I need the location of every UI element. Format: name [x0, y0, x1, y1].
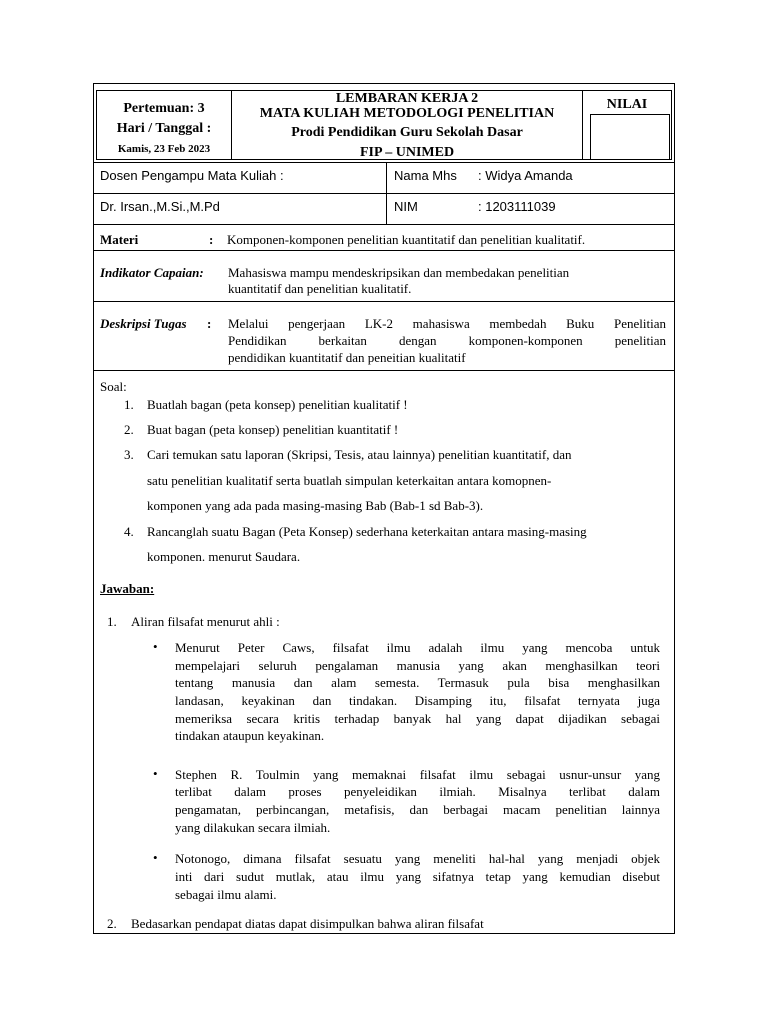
indikator-line-1: Mahasiswa mampu mendeskripsikan dan membedakan penelitian: [228, 265, 570, 280]
worksheet-title: LEMBARAN KERJA 2: [335, 91, 479, 106]
soal-text: komponen yang ada pada masing-masing Bab (Bab-1 sd Bab-3).: [147, 498, 484, 513]
bullet-line: inti dari sudut mutlak, atau ilmu yang sifatnya tetap yang kemudian disebut: [175, 869, 660, 884]
bullet-icon: •: [153, 766, 158, 781]
meeting-date: Kamis, 23 Feb 2023: [117, 143, 211, 155]
lecturer-label: Dosen Pengampu Mata Kuliah :: [100, 168, 284, 183]
title-cell: [232, 90, 582, 160]
meeting-info-cell: [96, 90, 232, 160]
program-title: Prodi Pendidikan Guru Sekolah Dasar: [291, 125, 523, 140]
grade-label: NILAI: [606, 97, 648, 112]
jawaban-number: 1.: [107, 614, 117, 629]
indikator-divider: [94, 301, 674, 302]
bullet-line: mempelajari seluruh pengalaman manusia yang akan menghasilkan teori: [175, 658, 660, 673]
soal-number: 3.: [124, 447, 134, 462]
jawaban-label: Jawaban:: [100, 581, 155, 596]
nim-label: NIM: [394, 199, 418, 214]
soal-text: komponen. menurut Saudara.: [147, 549, 301, 564]
bullet-line: Notonogo, dimana filsafat sesuatu yang meneliti hal-hal yang menjadi objek: [175, 851, 660, 866]
bullet-line: yang dilakukan secara ilmiah.: [175, 820, 331, 835]
soal-text: Rancanglah suatu Bagan (Peta Konsep) sederhana keterkaitan antara masing-masing: [147, 524, 587, 539]
deskripsi-divider: [94, 370, 674, 371]
bullet-line: pengamatan, perbincangan, metafisis, dan berbagai macam penelitian lainnya: [175, 802, 660, 817]
student-name-label: Nama Mhs: [394, 168, 457, 183]
day-date-label: Hari / Tanggal :: [116, 121, 212, 136]
bullet-line: sebagai ilmu alami.: [175, 887, 277, 902]
soal-number: 1.: [124, 397, 134, 412]
materi-label: Materi: [100, 232, 139, 247]
deskripsi-line-1: Melalui pengerjaan LK-2 mahasiswa membedah Buku Penelitian: [228, 316, 666, 331]
bullet-icon: •: [153, 850, 158, 865]
indikator-line-2: kuantitatif dan penelitian kualitatif.: [228, 281, 412, 296]
soal-text: Cari temukan satu laporan (Skripsi, Tesis, atau lainnya) penelitian kuantitatif, dan: [147, 447, 572, 462]
jawaban-number: 2.: [107, 916, 117, 931]
materi-text: Komponen-komponen penelitian kuantitatif dan penelitian kualitatif.: [227, 232, 586, 247]
soal-text: satu penelitian kualitatif serta buatlah simpulan keterkaitan antara komopnen-: [147, 473, 552, 488]
soal-number: 4.: [124, 524, 134, 539]
nim-value: : 1203111039: [478, 199, 556, 214]
bullet-icon: •: [153, 639, 158, 654]
materi-divider: [94, 250, 674, 251]
worksheet: [93, 83, 675, 934]
deskripsi-label: Deskripsi Tugas: [100, 316, 187, 331]
grade-cell: [582, 90, 672, 160]
grade-box[interactable]: [590, 114, 670, 160]
jawaban-text: Aliran filsafat menurut ahli :: [131, 614, 280, 629]
bullet-line: tindakan ataupun keyakinan.: [175, 728, 325, 743]
materi-colon: :: [209, 232, 214, 247]
faculty-title: FIP – UNIMED: [359, 145, 455, 160]
bullet-line: Stephen R. Toulmin yang memaknai filsafat ilmu sebagai usnur-unsur yang: [175, 767, 660, 782]
lecturer-name: Dr. Irsan.,M.Si.,M.Pd: [100, 199, 220, 214]
deskripsi-line-3: pendidikan kuantitatif dan peneitian kualitatif: [228, 350, 466, 365]
jawaban-text: Bedasarkan pendapat diatas dapat disimpulkan bahwa aliran filsafat: [131, 916, 484, 931]
deskripsi-colon: :: [207, 316, 212, 331]
info-row-divider-bottom: [94, 224, 674, 225]
info-row-divider-mid: [94, 193, 674, 194]
soal-number: 2.: [124, 422, 134, 437]
student-name-value: : Widya Amanda: [478, 168, 573, 183]
indikator-label: Indikator Capaian:: [100, 265, 204, 280]
meeting-number: Pertemuan: 3: [123, 101, 205, 116]
soal-text: Buat bagan (peta konsep) penelitian kuantitatif !: [147, 422, 399, 437]
course-title: MATA KULIAH METODOLOGI PENELITIAN: [259, 106, 555, 121]
info-row-divider-top: [94, 162, 674, 163]
soal-label: Soal:: [100, 379, 127, 394]
bullet-line: landasan, keyakinan dan tindakan. Disamping itu, filsafat ternyata juga: [175, 693, 660, 708]
bullet-line: terlibat dalam proses penyeleidikan ilmiah. Misalnya terlibat dalam: [175, 784, 660, 799]
bullet-line: tentang manusia dan alam semesta. Termasuk pula bisa menghasilkan: [175, 675, 660, 690]
deskripsi-line-2: Pendidikan berkaitan dengan komponen-komponen penelitian: [228, 333, 666, 348]
soal-text: Buatlah bagan (peta konsep) penelitian kualitatif !: [147, 397, 408, 412]
bullet-line: Menurut Peter Caws, filsafat ilmu adalah ilmu yang mencoba untuk: [175, 640, 660, 655]
bullet-line: memeriksa secara kritis terhadap banyak hal yang dapat dijadikan sebagai: [175, 711, 660, 726]
info-column-divider: [386, 162, 387, 224]
